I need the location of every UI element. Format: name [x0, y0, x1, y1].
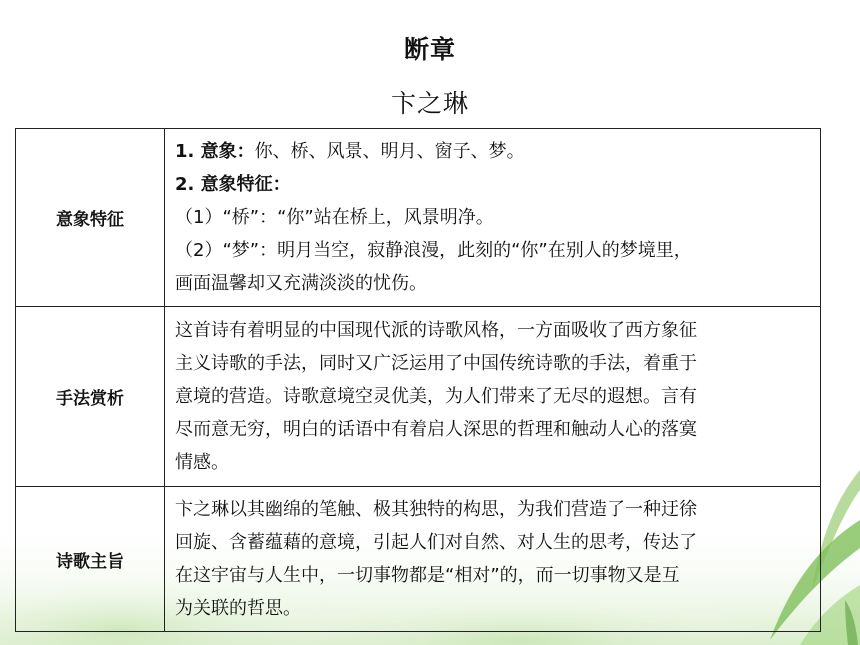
table-row	[16, 129, 821, 307]
text-line: 主义诗歌的手法，同时又广泛运用了中国传统诗歌的手法，着重于	[175, 353, 697, 374]
text-line	[175, 168, 814, 201]
text-line: 为关联的哲思。	[175, 598, 301, 619]
text-line: 在这宇宙与人生中，一切事物都是“相对”的，而一切事物又是互	[175, 565, 680, 586]
row-header: 意象特征	[16, 129, 165, 307]
row-header: 诗歌主旨	[16, 487, 165, 632]
poem-author: 卞之琳	[390, 89, 469, 118]
text-line: （2）“梦”：明月当空，寂静浪漫，此刻的“你”在别人的梦境里，	[175, 240, 692, 261]
text-line: 情感。	[175, 452, 229, 473]
table-row	[16, 487, 821, 632]
text-line	[175, 135, 814, 168]
text-line: 回旋、含蓄蕴藉的意境，引起人们对自然、对人生的思考，传达了	[175, 532, 697, 553]
text-line: 这首诗有着明显的中国现代派的诗歌风格，一方面吸收了西方象征	[175, 320, 697, 341]
label-key: 1. 意象：	[175, 141, 255, 162]
row-content	[165, 307, 821, 487]
analysis-table	[15, 128, 821, 632]
poem-title: 断章	[403, 35, 456, 64]
text-line: （1）“桥”：“你”站在桥上，风景明净。	[175, 207, 494, 228]
row-header: 手法赏析	[16, 307, 165, 487]
row-content	[165, 129, 821, 307]
row-content	[165, 487, 821, 632]
label-key: 2. 意象特征：	[175, 174, 291, 195]
text-line: 尽而意无穷，明白的话语中有着启人深思的哲理和触动人心的落寞	[175, 419, 697, 440]
label-text: 你、桥、风景、明月、窗子、梦。	[254, 141, 525, 162]
table-row	[16, 307, 821, 487]
text-line: 意境的营造。诗歌意境空灵优美，为人们带来了无尽的遐想。言有	[175, 386, 697, 407]
text-line: 卞之琳以其幽绵的笔触、极其独特的构思，为我们营造了一种迂徐	[175, 499, 697, 520]
text-line: 画面温馨却又充满淡淡的忧伤。	[175, 273, 427, 294]
